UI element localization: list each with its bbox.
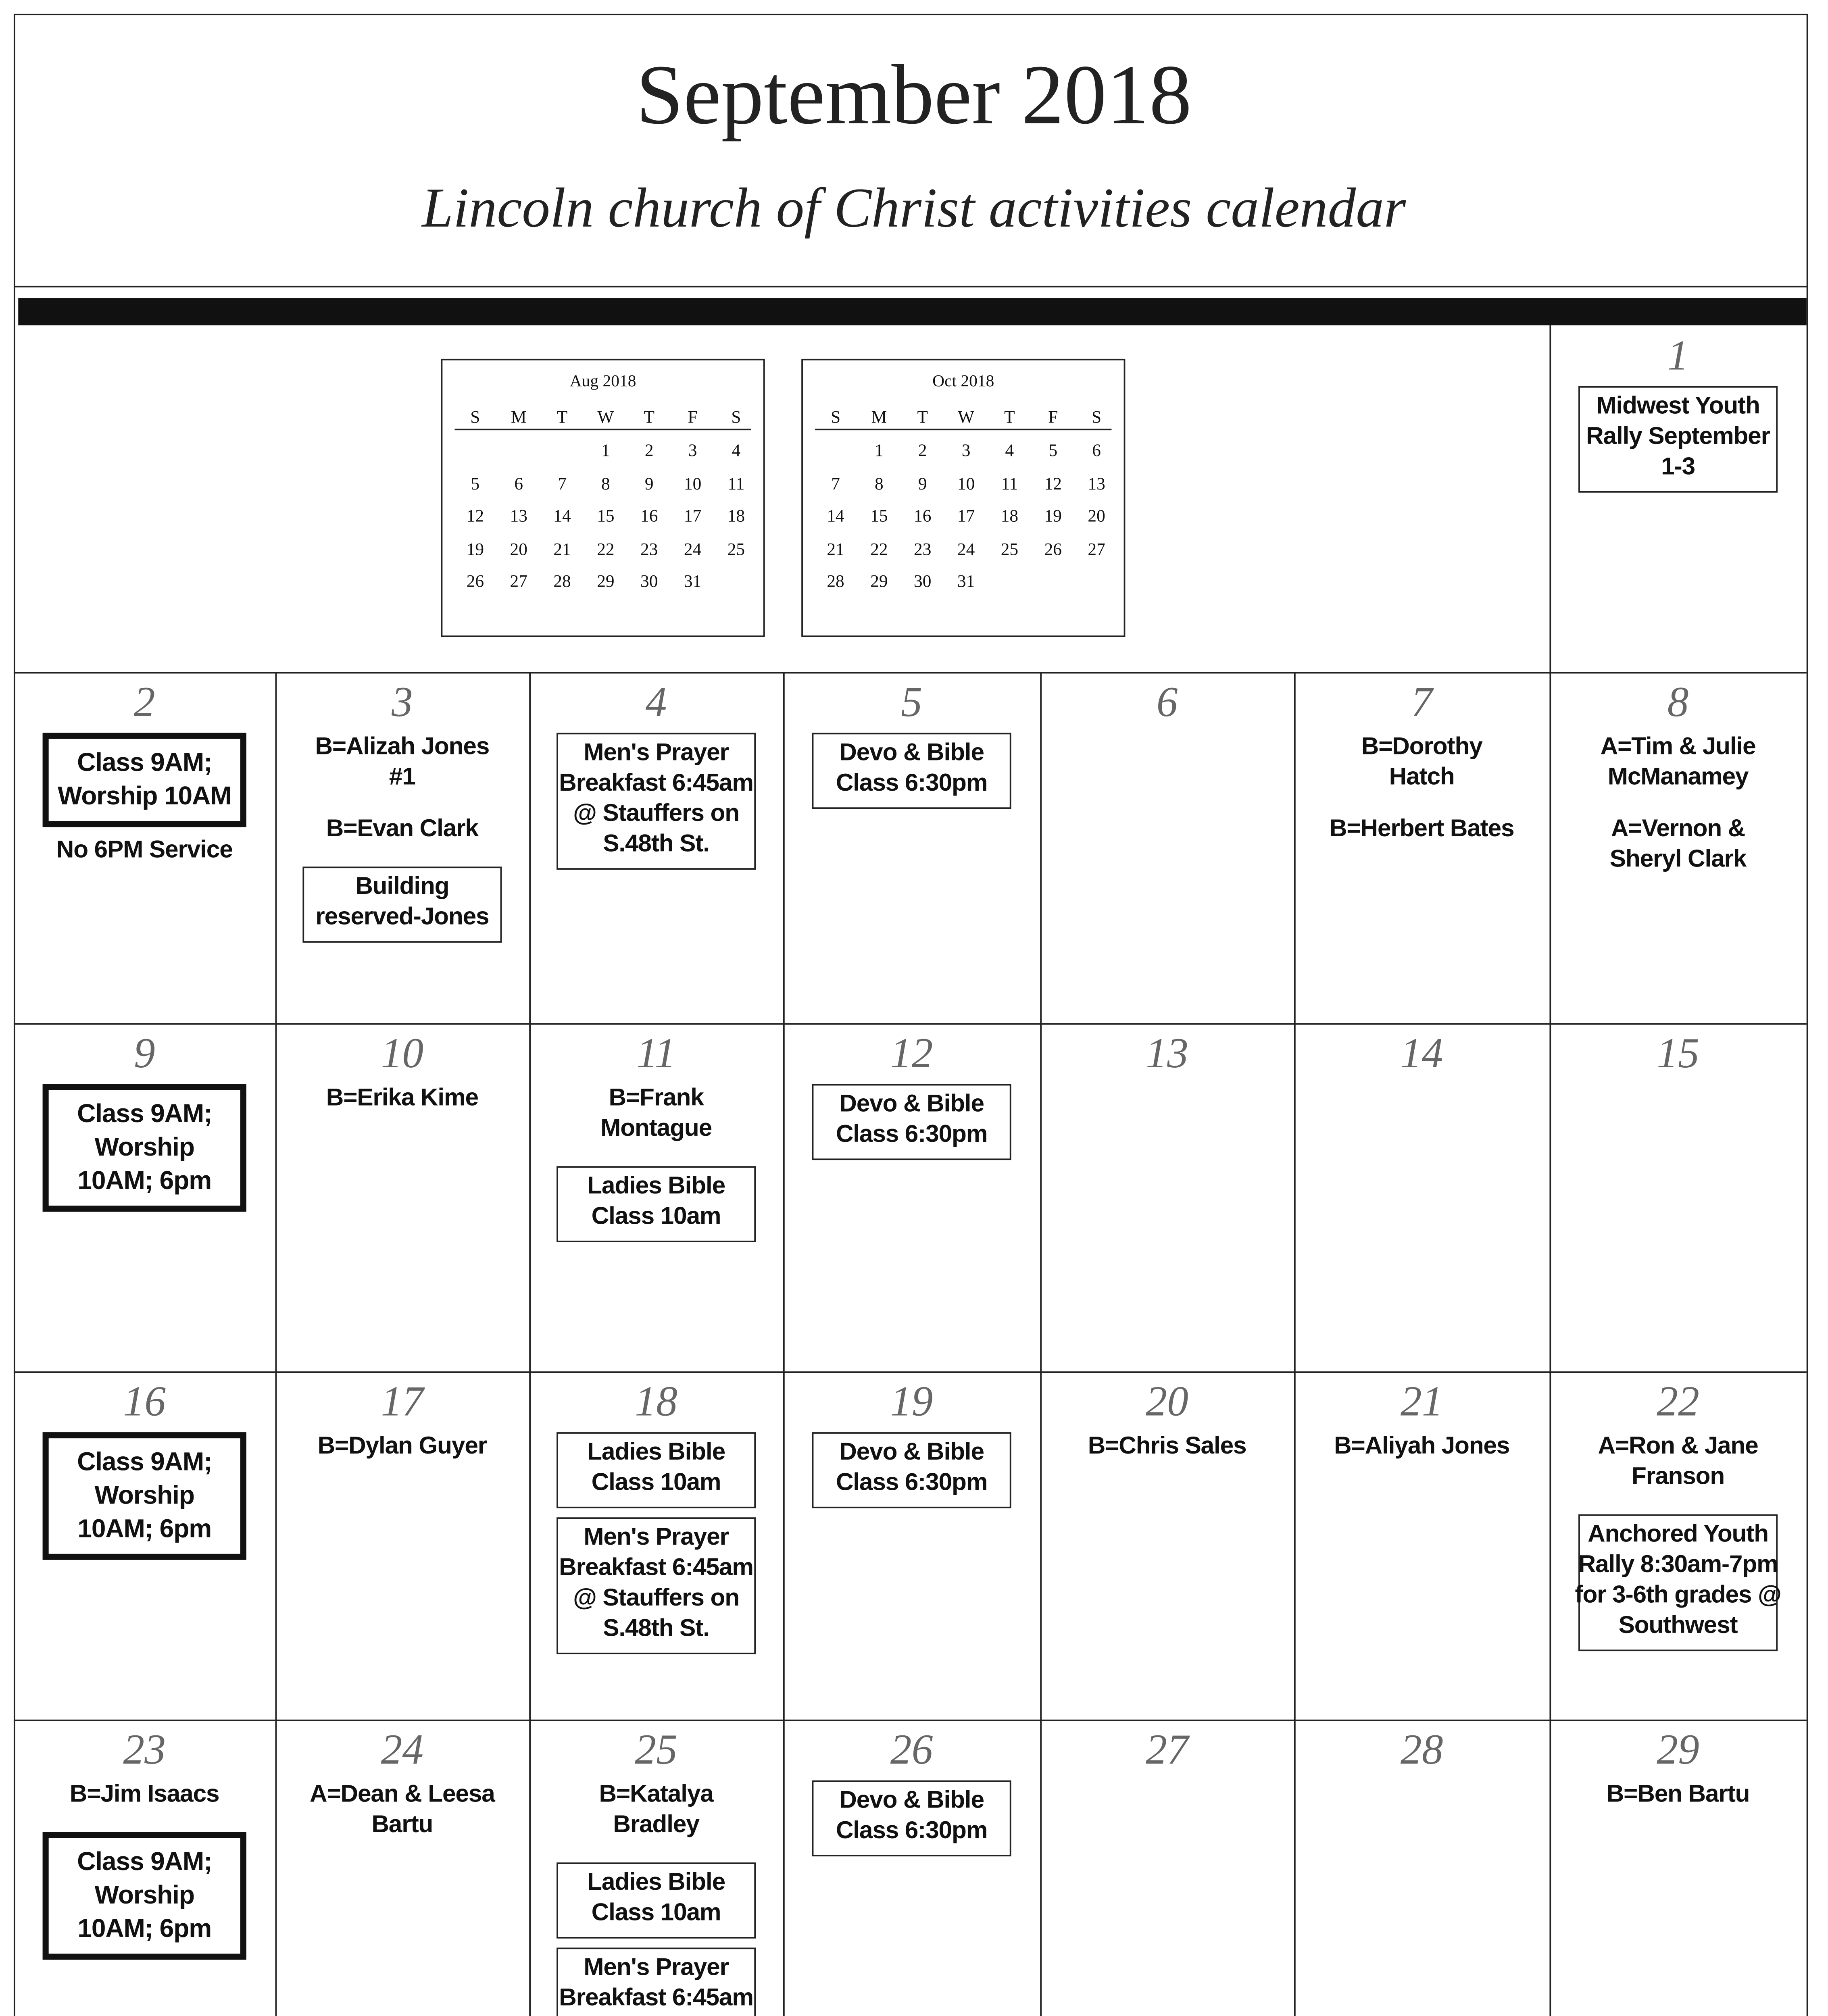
event-line: 10AM; 6pm bbox=[77, 1914, 212, 1943]
event-line: B=Erika Kime bbox=[326, 1085, 478, 1112]
mini-date: 24 bbox=[957, 541, 975, 559]
day-number: 14 bbox=[1400, 1031, 1443, 1078]
day-number: 5 bbox=[901, 679, 922, 727]
event-box bbox=[557, 1862, 756, 1939]
weekday-label: T bbox=[917, 409, 928, 427]
event-line: reserved-Jones bbox=[315, 904, 489, 931]
event-line: A=Dean & Leesa bbox=[310, 1782, 495, 1808]
grid-line bbox=[14, 1371, 1807, 1373]
event-line: Class 9AM; bbox=[77, 1847, 212, 1876]
event-line: A=Vernon & bbox=[1611, 816, 1745, 843]
mini-date: 2 bbox=[918, 442, 927, 461]
event-text bbox=[278, 1781, 526, 1841]
mini-date: 25 bbox=[1001, 541, 1019, 559]
weekday-label: W bbox=[597, 409, 614, 427]
mini-date: 27 bbox=[510, 574, 527, 592]
event-line: 10AM; 6pm bbox=[77, 1514, 212, 1543]
grid-line bbox=[529, 672, 531, 2016]
day-number: 9 bbox=[133, 1031, 155, 1078]
mini-date: 16 bbox=[640, 508, 658, 527]
day-number: 18 bbox=[635, 1379, 677, 1427]
event-line: Ladies Bible bbox=[587, 1174, 725, 1200]
mini-date: 10 bbox=[957, 475, 975, 494]
grid-line bbox=[1549, 325, 1551, 672]
event-line: Anchored Youth bbox=[1588, 1522, 1768, 1548]
event-line: Rally September bbox=[1586, 424, 1770, 450]
event-line: Breakfast 6:45am bbox=[559, 771, 753, 797]
mini-date: 27 bbox=[1088, 541, 1105, 559]
weekday-label: F bbox=[1048, 409, 1058, 427]
event-box bbox=[1575, 1514, 1781, 1651]
mini-date: 30 bbox=[640, 574, 658, 592]
mini-date: 28 bbox=[827, 574, 844, 592]
weekday-label: S bbox=[830, 409, 841, 427]
header-bar bbox=[18, 298, 1806, 325]
mini-date: 4 bbox=[1005, 442, 1014, 461]
service-box bbox=[43, 1084, 246, 1212]
event-line: Devo & Bible bbox=[839, 1439, 984, 1466]
event-line: B=Katalya bbox=[599, 1782, 713, 1808]
service-box bbox=[43, 1432, 246, 1560]
calendar-title: September 2018 bbox=[636, 48, 1192, 143]
mini-calendar bbox=[801, 359, 1125, 637]
event-text bbox=[532, 1781, 780, 1841]
mini-date: 16 bbox=[914, 508, 932, 527]
weekday-label: F bbox=[688, 409, 698, 427]
event-text bbox=[1043, 1432, 1291, 1462]
event-line: for 3-6th grades @ bbox=[1575, 1583, 1781, 1609]
event-text bbox=[1553, 815, 1803, 876]
event-line: B=Chris Sales bbox=[1088, 1433, 1246, 1460]
day-number: 12 bbox=[890, 1031, 933, 1078]
day-number: 20 bbox=[1146, 1379, 1188, 1427]
event-line: B=Aliyah Jones bbox=[1334, 1433, 1510, 1460]
event-box bbox=[812, 1432, 1011, 1508]
weekday-label: S bbox=[1092, 409, 1102, 427]
day-number: 22 bbox=[1657, 1379, 1699, 1427]
event-text bbox=[1553, 1432, 1803, 1493]
event-line: Ladies Bible bbox=[587, 1870, 725, 1896]
service-box bbox=[43, 1832, 246, 1960]
event-line: B=Herbert Bates bbox=[1329, 816, 1514, 843]
day-number: 2 bbox=[133, 679, 155, 727]
weekday-label: S bbox=[731, 409, 741, 427]
event-text bbox=[1553, 733, 1803, 794]
event-line bbox=[573, 2014, 739, 2016]
day-number: 4 bbox=[645, 679, 667, 727]
event-line: Breakfast 6:45am bbox=[559, 1985, 753, 2012]
mini-date: 21 bbox=[553, 541, 571, 559]
event-box bbox=[812, 1781, 1011, 1857]
event-line: @ Stauffers on bbox=[573, 1585, 739, 1612]
day-number: 7 bbox=[1411, 679, 1433, 727]
event-line: Men's Prayer bbox=[584, 1955, 729, 1981]
event-text bbox=[278, 733, 526, 794]
event-line: Class 6:30pm bbox=[836, 1818, 988, 1844]
event-box bbox=[812, 1084, 1011, 1160]
event-line: B=Dorothy bbox=[1361, 734, 1482, 760]
mini-date: 20 bbox=[510, 541, 527, 559]
event-text bbox=[278, 1084, 526, 1114]
mini-date: 6 bbox=[1092, 442, 1101, 461]
event-line: 10AM; 6pm bbox=[77, 1166, 212, 1195]
event-line: B=Jim Isaacs bbox=[69, 1782, 219, 1808]
event-line: Class 10am bbox=[591, 1470, 721, 1496]
mini-date: 30 bbox=[914, 574, 932, 592]
grid-line bbox=[783, 672, 785, 2016]
mini-date: 12 bbox=[466, 508, 484, 527]
event-line: Class 9AM; bbox=[77, 1447, 212, 1477]
mini-date: 29 bbox=[870, 574, 888, 592]
event-box bbox=[557, 1432, 756, 1508]
day-number: 10 bbox=[381, 1031, 424, 1078]
day-number: 19 bbox=[890, 1379, 933, 1427]
weekday-label: W bbox=[958, 409, 975, 427]
event-line: Sheryl Clark bbox=[1609, 847, 1747, 873]
event-line: Worship bbox=[94, 1481, 194, 1510]
service-box bbox=[43, 733, 246, 827]
day-number: 11 bbox=[636, 1031, 676, 1078]
event-box bbox=[557, 1517, 756, 1654]
day-number: 21 bbox=[1400, 1379, 1443, 1427]
event-line: Devo & Bible bbox=[839, 1091, 984, 1118]
mini-date: 31 bbox=[684, 574, 702, 592]
day-number: 28 bbox=[1400, 1727, 1443, 1774]
mini-calendar bbox=[441, 359, 765, 637]
event-line: Ladies Bible bbox=[587, 1439, 725, 1466]
event-line: McManamey bbox=[1607, 764, 1749, 791]
mini-date: 3 bbox=[961, 442, 971, 461]
mini-date: 31 bbox=[957, 574, 975, 592]
grid-line bbox=[1294, 672, 1296, 2016]
event-line: Class 6:30pm bbox=[836, 1470, 988, 1496]
mini-date: 4 bbox=[732, 442, 741, 461]
event-line: Class 10am bbox=[591, 1900, 721, 1926]
event-text bbox=[278, 1432, 526, 1462]
grid-line bbox=[14, 1023, 1807, 1025]
event-line: Midwest Youth bbox=[1596, 394, 1760, 420]
event-line: Class 9AM; bbox=[77, 1099, 212, 1128]
mini-date: 22 bbox=[597, 541, 615, 559]
mini-date: 8 bbox=[601, 475, 610, 494]
day-number: 26 bbox=[890, 1727, 933, 1774]
event-line: Class 10am bbox=[591, 1204, 721, 1230]
event-line: Class 6:30pm bbox=[836, 771, 988, 797]
event-line: Franson bbox=[1632, 1464, 1725, 1490]
event-line: B=Frank bbox=[609, 1085, 704, 1112]
event-box bbox=[557, 1166, 756, 1242]
mini-date: 14 bbox=[553, 508, 571, 527]
mini-date: 13 bbox=[510, 508, 527, 527]
mini-date: 22 bbox=[870, 541, 888, 559]
grid-line bbox=[14, 1720, 1807, 1721]
event-text bbox=[1297, 733, 1546, 794]
event-line: Hatch bbox=[1389, 764, 1455, 791]
mini-date: 10 bbox=[684, 475, 702, 494]
mini-date: 25 bbox=[727, 541, 745, 559]
mini-date: 8 bbox=[875, 475, 884, 494]
calendar-subtitle: Lincoln church of Christ activities calendar bbox=[422, 178, 1406, 240]
event-line: @ Stauffers on bbox=[573, 801, 739, 827]
mini-date: 7 bbox=[558, 475, 567, 494]
grid-line bbox=[14, 672, 1807, 674]
event-line: 1-3 bbox=[1661, 454, 1695, 481]
event-line: No 6PM Service bbox=[56, 837, 233, 864]
event-line: B=Ben Bartu bbox=[1606, 1782, 1750, 1808]
event-line: Men's Prayer bbox=[584, 1525, 729, 1551]
mini-calendar-title: Aug 2018 bbox=[569, 372, 636, 391]
mini-date: 18 bbox=[1001, 508, 1019, 527]
day-number: 17 bbox=[381, 1379, 424, 1427]
mini-date: 13 bbox=[1088, 475, 1105, 494]
day-number: 25 bbox=[635, 1727, 677, 1774]
event-text bbox=[1297, 1432, 1546, 1462]
mini-date: 1 bbox=[601, 442, 610, 461]
event-line: S.48th St. bbox=[603, 1616, 709, 1642]
mini-date: 29 bbox=[597, 574, 615, 592]
mini-date: 17 bbox=[957, 508, 975, 527]
mini-date: 26 bbox=[1044, 541, 1062, 559]
mini-date: 28 bbox=[553, 574, 571, 592]
event-line: Breakfast 6:45am bbox=[559, 1555, 753, 1581]
event-line: Rally 8:30am-7pm bbox=[1578, 1552, 1778, 1579]
event-line: Worship bbox=[94, 1133, 194, 1162]
day-number: 16 bbox=[123, 1379, 166, 1427]
day-number: 3 bbox=[391, 679, 413, 727]
event-text bbox=[1553, 1781, 1803, 1811]
mini-date: 21 bbox=[827, 541, 844, 559]
day-number: 8 bbox=[1667, 679, 1689, 727]
mini-date: 12 bbox=[1044, 475, 1062, 494]
event-line: B=Evan Clark bbox=[326, 816, 478, 843]
mini-date: 7 bbox=[831, 475, 840, 494]
day-number: 24 bbox=[381, 1727, 424, 1774]
mini-date: 18 bbox=[727, 508, 745, 527]
day-number: 27 bbox=[1146, 1727, 1188, 1774]
event-box bbox=[812, 733, 1011, 809]
mini-date: 20 bbox=[1088, 508, 1105, 527]
event-line: Building bbox=[355, 874, 449, 900]
event-line: Devo & Bible bbox=[839, 740, 984, 766]
weekday-label: T bbox=[557, 409, 568, 427]
event-text bbox=[17, 1781, 272, 1811]
event-line: A=Tim & Julie bbox=[1600, 734, 1756, 760]
day-number: 1 bbox=[1667, 333, 1689, 380]
day-number: 15 bbox=[1657, 1031, 1699, 1078]
weekday-label: T bbox=[1004, 409, 1015, 427]
mini-date: 26 bbox=[466, 574, 484, 592]
event-line: Devo & Bible bbox=[839, 1788, 984, 1814]
event-line: Class 6:30pm bbox=[836, 1122, 988, 1148]
event-line: Southwest bbox=[1618, 1613, 1738, 1639]
event-text bbox=[278, 815, 526, 845]
grid-line bbox=[275, 672, 277, 2016]
mini-date: 19 bbox=[466, 541, 484, 559]
event-line: Worship bbox=[94, 1881, 194, 1910]
mini-date: 3 bbox=[688, 442, 697, 461]
event-line: Bartu bbox=[371, 1812, 433, 1838]
event-line: Bradley bbox=[613, 1812, 699, 1838]
mini-date: 15 bbox=[597, 508, 615, 527]
weekday-label: T bbox=[644, 409, 654, 427]
mini-date: 6 bbox=[514, 475, 523, 494]
event-box bbox=[557, 733, 756, 870]
mini-date: 19 bbox=[1044, 508, 1062, 527]
event-line: B=Alizah Jones bbox=[315, 734, 490, 760]
mini-date: 23 bbox=[914, 541, 932, 559]
event-box bbox=[1578, 386, 1778, 493]
day-number: 6 bbox=[1156, 679, 1178, 727]
mini-date: 11 bbox=[727, 475, 745, 494]
title-divider bbox=[14, 286, 1808, 287]
event-box bbox=[557, 1947, 756, 2016]
event-line: Montague bbox=[600, 1116, 712, 1142]
mini-date: 23 bbox=[640, 541, 658, 559]
mini-date: 2 bbox=[644, 442, 654, 461]
day-number: 23 bbox=[123, 1727, 166, 1774]
mini-date: 5 bbox=[471, 475, 480, 494]
mini-date: 24 bbox=[684, 541, 702, 559]
day-number: 13 bbox=[1146, 1031, 1188, 1078]
event-line: B=Dylan Guyer bbox=[317, 1433, 487, 1460]
mini-date: 9 bbox=[918, 475, 927, 494]
event-line: S.48th St. bbox=[603, 831, 709, 858]
weekday-label: M bbox=[511, 409, 527, 427]
day-number: 29 bbox=[1657, 1727, 1699, 1774]
event-text bbox=[532, 1084, 780, 1145]
mini-date: 1 bbox=[875, 442, 884, 461]
event-line: Worship 10AM bbox=[57, 781, 231, 810]
grid-line bbox=[1040, 672, 1042, 2016]
mini-date: 14 bbox=[827, 508, 844, 527]
weekday-label: S bbox=[470, 409, 480, 427]
event-line: #1 bbox=[389, 764, 415, 791]
event-line: Men's Prayer bbox=[584, 740, 729, 766]
event-line: Class 9AM; bbox=[77, 748, 212, 777]
event-line: A=Ron & Jane bbox=[1598, 1433, 1758, 1460]
mini-date: 11 bbox=[1001, 475, 1018, 494]
event-text bbox=[17, 836, 272, 866]
mini-calendar-title: Oct 2018 bbox=[932, 372, 994, 391]
mini-date: 15 bbox=[870, 508, 888, 527]
weekday-label: M bbox=[871, 409, 887, 427]
mini-date: 17 bbox=[684, 508, 702, 527]
event-box bbox=[302, 866, 502, 943]
event-text bbox=[1297, 815, 1546, 845]
mini-date: 5 bbox=[1048, 442, 1058, 461]
grid-line bbox=[1549, 672, 1551, 2016]
mini-date: 9 bbox=[644, 475, 654, 494]
